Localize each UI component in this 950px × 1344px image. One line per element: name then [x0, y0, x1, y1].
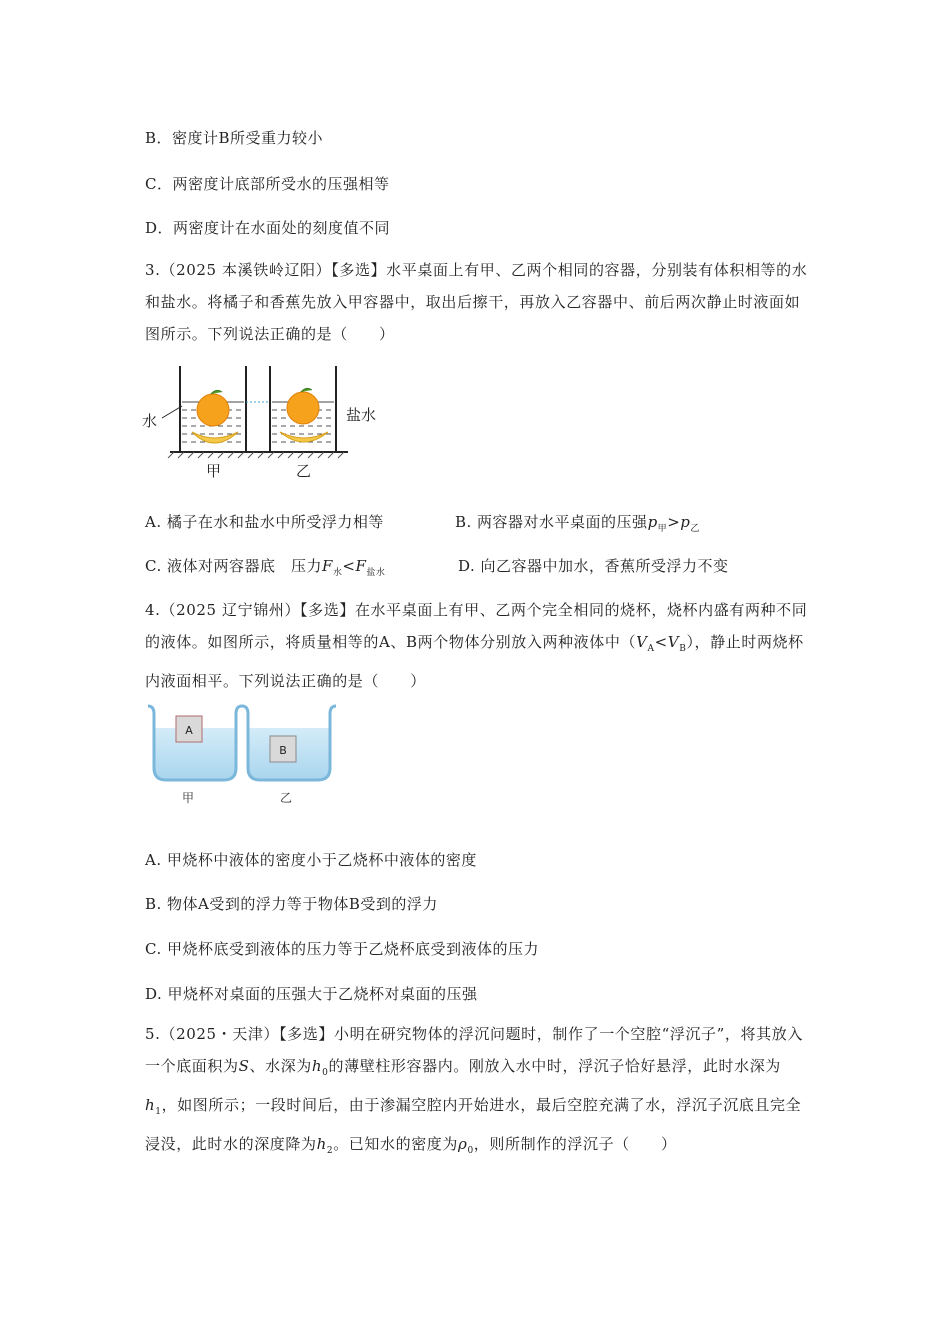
- label-yi: 乙: [296, 462, 312, 480]
- container-yi: [270, 366, 336, 452]
- option-d-prev: D．两密度计在水面处的刻度值不同: [145, 219, 391, 237]
- beaker-yi: [242, 706, 336, 780]
- q4-option-a: A. 甲烧杯中液体的密度小于乙烧杯中液体的密度: [145, 851, 477, 869]
- q4-option-c: C. 甲烧杯底受到液体的压力等于乙烧杯底受到液体的压力: [145, 940, 539, 958]
- q4-option-b: B. 物体A受到的浮力等于物体B受到的浮力: [145, 895, 438, 913]
- block-a-label: A: [185, 724, 193, 737]
- q4-figure: [140, 700, 340, 810]
- q3-option-d: D. 向乙容器中加水，香蕉所受浮力不变: [458, 557, 729, 575]
- container-jia: [180, 366, 246, 452]
- q4-option-d: D. 甲烧杯对桌面的压强大于乙烧杯对桌面的压强: [145, 985, 478, 1003]
- beaker-jia: [148, 706, 242, 780]
- label-saltwater: 盐水: [346, 406, 377, 424]
- q4-stem: 4.（2025 辽宁锦州）【多选】在水平桌面上有甲、乙两个完全相同的烧杯，烧杯内盛有两种不同的液体。如图所示，将质量相等的A、B两个物体分别放入两种液体中$(V_A<V_B)$，静止时两烧杯内液面相平。下列说法正确的是（ ）: [145, 601, 808, 690]
- q3-option-a: A. 橘子在水和盐水中所受浮力相等: [145, 513, 384, 531]
- q3-option-b: B. 两容器对水平桌面的压强$p_甲>p_乙$: [455, 513, 700, 534]
- orange-icon: [287, 392, 319, 424]
- label-jia: 甲: [181, 791, 195, 805]
- block-b-label: B: [279, 744, 287, 757]
- option-b-prev: B．密度计B所受重力较小: [145, 129, 324, 147]
- q3-option-c: C. 液体对两容器底 压力$F_水<F_{盐水}$: [145, 557, 386, 578]
- q3-stem: 3.（2025 本溪铁岭辽阳）【多选】水平桌面上有甲、乙两个相同的容器，分别装有体积相等的水和盐水。将橘子和香蕉先放入甲容器中，取出后擦干，再放入乙容器中、前后两次静止时液面如图所示。下列说法正确的是（ ）: [145, 261, 808, 343]
- label-water: 水: [142, 412, 158, 430]
- option-c-prev: C．两密度计底部所受水的压强相等: [145, 175, 390, 193]
- q3-figure: [140, 358, 377, 488]
- label-yi: 乙: [279, 791, 293, 805]
- orange-icon: [197, 394, 229, 426]
- q5-stem: 5.（2025・天津）【多选】小明在研究物体的浮沉问题时，制作了一个空腔“浮沉子”，将其放入一个底面积为S、水深为$h_0$的薄壁柱形容器内。刚放入水中时，浮沉子恰好悬浮，此时水深为$h_1$，如图所示；一段时间后，由于渗漏空腔内开始进水，最后空腔充满了水，浮沉子沉底且完全浸没，此时水的深度降为$h_2$。已知水的密度为$\rho_0$，则所制作的浮沉子（ ）: [145, 1025, 803, 1156]
- label-jia: 甲: [206, 462, 222, 480]
